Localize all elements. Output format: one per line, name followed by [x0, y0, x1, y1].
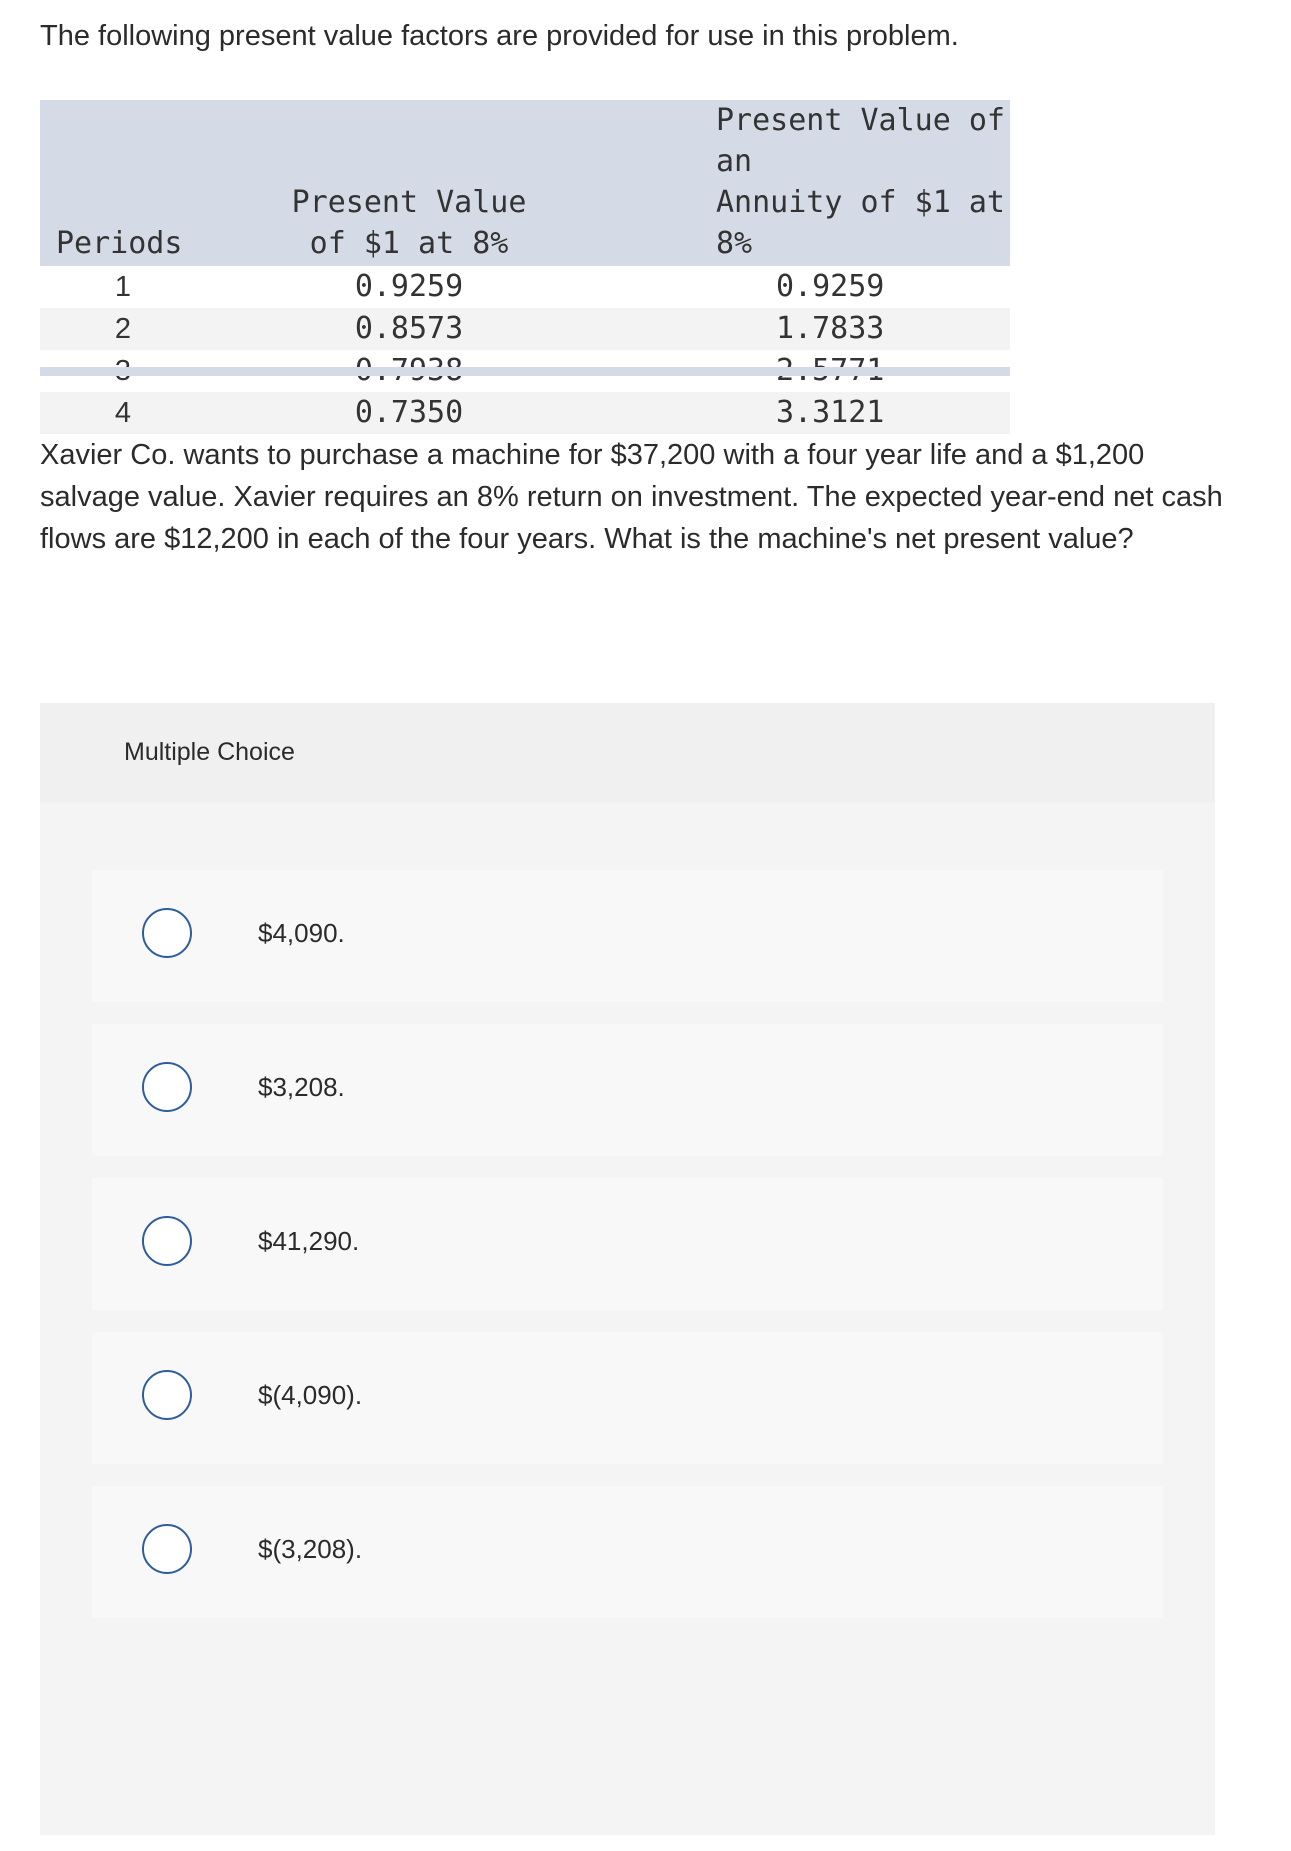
multiple-choice-title: Multiple Choice [124, 738, 295, 766]
table-row [40, 266, 1010, 308]
table-header-row [40, 100, 1010, 266]
present-value-table [40, 100, 1010, 434]
multiple-choice-panel [40, 703, 1215, 1835]
radio-button-icon[interactable] [142, 1370, 192, 1420]
option-label: $(4,090). [258, 1380, 363, 1410]
pv-cell: 0.8573 [354, 311, 464, 346]
question-text: Xavier Co. wants to purchase a machine for $37,200 with a four year life and a $1,200 salvage value. Xavier requires an 8% return on investment. The expected year-end net cash flows are $12,200 in each of the four years. What is the machine's net present value? [40, 439, 1223, 555]
answer-option-3[interactable] [92, 1178, 1163, 1310]
header-annuity [598, 100, 1010, 266]
option-label: $41,290. [258, 1226, 360, 1256]
header-periods: Periods [56, 226, 183, 261]
header-ann-line2: Annuity of $1 at 8% [716, 185, 1005, 261]
annuity-cell: 1.7833 [776, 311, 885, 346]
answer-option-1[interactable] [92, 870, 1163, 1002]
header-pv-line2: of $1 at 8% [309, 226, 509, 261]
radio-button-icon[interactable] [142, 1216, 192, 1266]
radio-button-icon[interactable] [142, 1524, 192, 1574]
pv-cell: 0.9259 [354, 269, 464, 304]
multiple-choice-header [40, 703, 1215, 803]
pv-cell: 0.7350 [354, 395, 464, 430]
radio-button-icon[interactable] [142, 1062, 192, 1112]
header-present-value [220, 100, 598, 266]
header-pv-line1: Present Value [291, 185, 527, 220]
option-label: $(3,208). [258, 1534, 363, 1564]
answer-option-2[interactable] [92, 1024, 1163, 1156]
period-cell: 2 [114, 313, 132, 345]
period-cell: 1 [114, 271, 132, 303]
period-cell: 4 [114, 397, 132, 429]
answer-option-5[interactable] [92, 1486, 1163, 1618]
intro-text: The following present value factors are provided for use in this problem. [40, 20, 959, 52]
radio-button-icon[interactable] [142, 908, 192, 958]
table-bottom-rule [40, 367, 1010, 376]
option-label: $4,090. [258, 918, 345, 948]
table-row [40, 392, 1010, 434]
annuity-cell: 3.3121 [776, 395, 885, 430]
header-ann-line1: Present Value of an [716, 103, 1005, 179]
answer-option-4[interactable] [92, 1332, 1163, 1464]
options-list [40, 803, 1215, 1835]
annuity-cell: 0.9259 [776, 269, 885, 304]
table-row [40, 308, 1010, 350]
option-label: $3,208. [258, 1072, 345, 1102]
